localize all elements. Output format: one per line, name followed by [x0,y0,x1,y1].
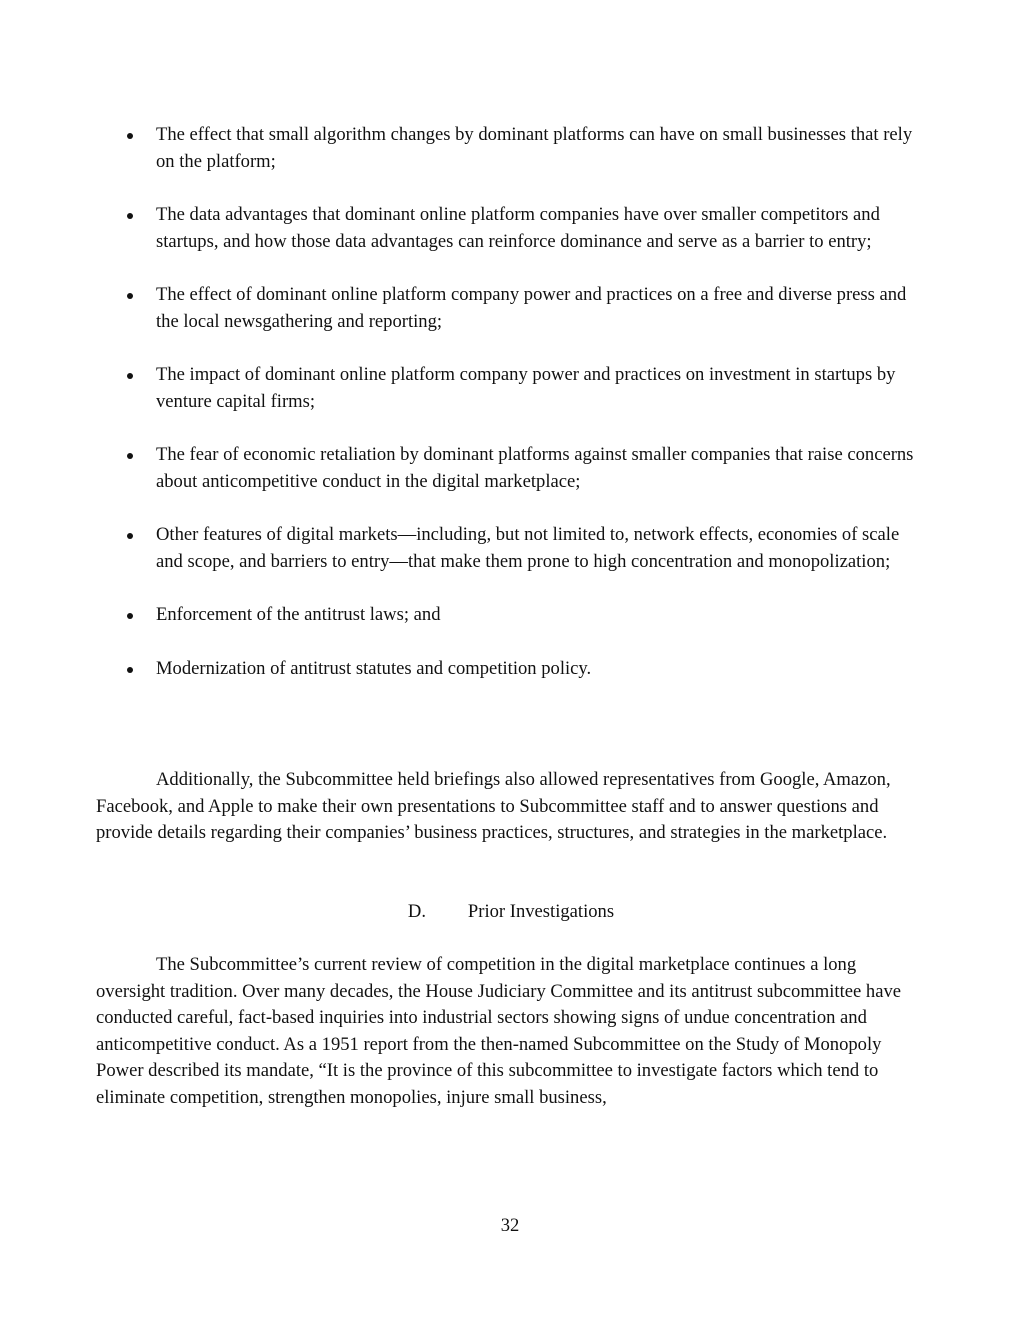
bullet-text: Enforcement of the antitrust laws; and [156,604,441,625]
section-heading [96,899,926,926]
bullet-icon [127,373,133,379]
bullet-text: The effect of dominant online platform company power and practices on a free and diverse press and the local newsgathering and reporting; [156,284,907,332]
bullet-item-enforcement [96,602,926,629]
bullet-item-modernization [96,656,926,683]
bullet-text: Modernization of antitrust statutes and competition policy. [156,657,592,679]
bullet-text: The fear of economic retaliation by dominant platforms against smaller companies that raise concerns about anticompetitive conduct in the digital marketplace; [156,444,914,492]
bullet-text: The impact of dominant online platform company power and practices on investment in startups by venture capital firms; [156,364,896,412]
bullet-icon [127,613,133,619]
bullet-item-digital-market-features [96,522,926,575]
bullet-icon [127,453,133,459]
bullet-text: Other features of digital markets—including, but not limited to, network effects, economies of scale and scope, and barriers to entry—that make them prone to high concentration and monopolization; [156,524,900,572]
bullet-icon [127,213,133,219]
bullet-icon [127,533,133,539]
paragraph-prior-investigations: The Subcommittee’s current review of competition in the digital marketplace continues a long oversight tradition. Over many decades, the House Judiciary Committee and its antitrust subcommittee have conducted careful, fact-based inquiries into industrial sectors showing signs of undue concentration and anticompetitive conduct. As a 1951 report from the then-named Subcommittee on the Study of Monopoly Power described its mandate, “It is the province of this subcommittee to investigate factors which tend to eliminate competition, strengthen monopolies, injure small business, [96,954,902,1108]
section-title: Prior Investigations [467,901,615,922]
bullet-icon [127,133,133,139]
bullet-item-free-press [96,282,926,335]
bullet-item-data-advantages [96,202,926,255]
bullet-item-venture-capital [96,362,926,415]
bullet-item-economic-retaliation [96,442,926,495]
bullet-item-algorithm-changes [96,122,926,175]
bullet-icon [127,293,133,299]
section-letter: D. [407,901,426,922]
bullet-text: The effect that small algorithm changes by dominant platforms can have on small businesses that rely on the platform; [156,124,913,172]
page-number: 32 [500,1215,520,1236]
bullet-icon [127,667,133,673]
paragraph-briefings: Additionally, the Subcommittee held briefings also allowed representatives from Google, Amazon, Facebook, and Apple to make their own presentations to Subcommittee staff and to answer questions and provide details regarding their companies’ business practices, structures, and strategies in the marketplace. [96,769,891,843]
bullet-text: The data advantages that dominant online platform companies have over smaller competitors and startups, and how those data advantages can reinforce dominance and serve as a barrier to entry; [156,204,880,252]
bullet-list [96,122,926,709]
